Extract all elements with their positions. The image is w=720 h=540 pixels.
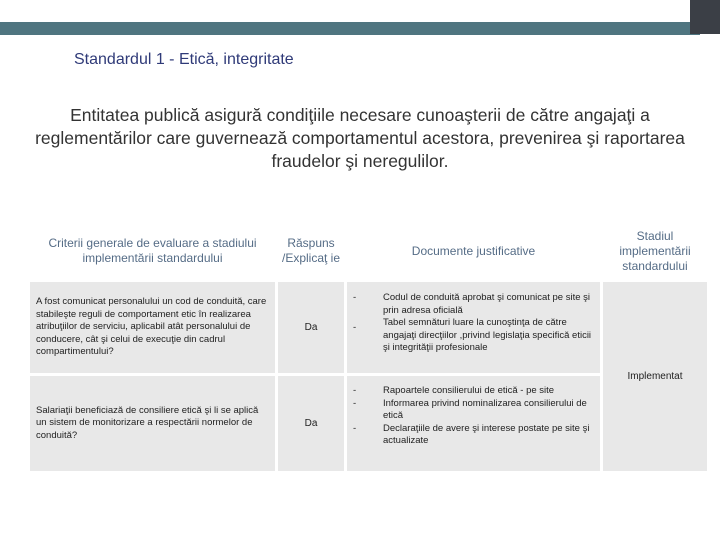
document-text: Informarea privind nominalizarea consilierului de etică: [383, 397, 587, 421]
row2-documents-cell: [347, 376, 600, 471]
bullet-dash: -: [353, 422, 357, 434]
row1-answer: Da: [304, 322, 318, 333]
row1-criterion: A fost comunicat personalului un cod de conduită, care stabileşte reguli de comportament etic în realizarea atribuţiilor de serviciu, aplicabil atât personalului de conducere, cât şi celui de execuţie din cadrul compartimentului?: [36, 296, 267, 358]
bullet-dash: -: [353, 385, 357, 396]
list-item: [347, 317, 600, 355]
document-text: Codul de conduită aprobat şi comunicat pe site şi prin adresa oficială: [383, 292, 591, 316]
header-status-label: Stadiul implementării standardului: [619, 228, 691, 273]
row2-criterion-cell: [30, 376, 275, 471]
list-item: [347, 292, 600, 317]
row2-answer: Da: [304, 418, 318, 429]
status-cell: [603, 282, 707, 471]
header-criteria: [30, 223, 275, 279]
top-decoration-bar: [0, 0, 720, 38]
header-corner-block: [690, 0, 720, 34]
intro-paragraph: Entitatea publică asigură condiţiile necesare cunoaşterii de către angajaţi a reglementărilor care guvernează comportamentul acestora, prevenirea şi raportarea fraudelor şi neregulilor.: [35, 105, 685, 171]
header-status: [603, 223, 707, 279]
slide-title: Standardul 1 - Etică, integritate: [74, 51, 294, 68]
row2-criterion: Salariaţii beneficiază de consiliere etică şi li se aplică un sistem de monitorizare a respectării normelor de conduită?: [36, 404, 259, 441]
row1-documents-cell: [347, 282, 600, 373]
header-documents-label: Documente justificative: [411, 243, 536, 258]
header-answer: [278, 223, 344, 279]
evaluation-table: [30, 223, 707, 471]
list-item: [347, 423, 600, 448]
document-text: Rapoartele consilierului de etică - pe site: [383, 385, 555, 396]
bullet-dash: -: [353, 397, 357, 409]
document-text: Tabel semnături luare la cunoştinţa de către angajaţi direcţiilor ,privind legislaţia specifică eticii şi integrităţii profesionale: [383, 317, 592, 353]
row1-answer-cell: [278, 282, 344, 373]
header-documents: [347, 223, 600, 279]
row1-criterion-cell: [30, 282, 275, 373]
row1-documents-list: [347, 292, 600, 355]
header-criteria-label: Criterii generale de evaluare a stadiului implementării standardului: [48, 236, 257, 265]
header-band: [0, 22, 700, 35]
row2-documents-list: [347, 385, 600, 448]
list-item: [347, 385, 600, 398]
bullet-dash: -: [353, 292, 357, 303]
header-answer-label: Răspuns /Explicaţ ie: [281, 236, 341, 265]
status-value: Implementat: [627, 371, 683, 382]
bullet-dash: -: [353, 322, 357, 333]
document-text: Declaraţiile de avere şi interese postate pe site şi actualizate: [383, 422, 590, 446]
row2-answer-cell: [278, 376, 344, 471]
list-item: [347, 398, 600, 423]
